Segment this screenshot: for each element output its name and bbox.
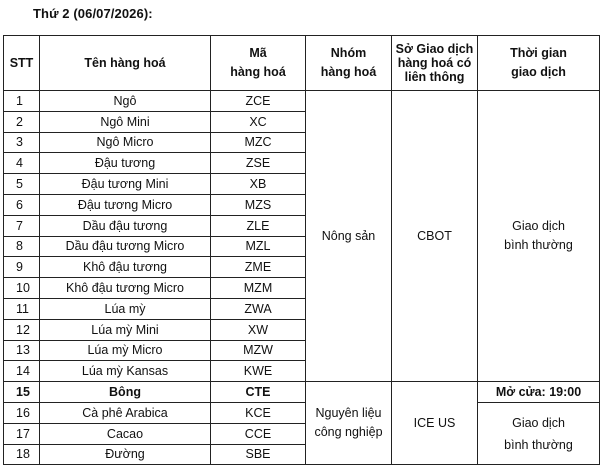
row-name: Dầu đậu tương [40,215,211,236]
row-name: Ngô [40,91,211,112]
row-code: MZW [211,340,306,361]
row-stt: 7 [4,215,40,236]
row-code: XC [211,111,306,132]
row-name: Đậu tương Mini [40,174,211,195]
row-stt: 1 [4,91,40,112]
header-code: Mã hàng hoá [211,36,306,91]
row-stt: 11 [4,298,40,319]
row-code: MZL [211,236,306,257]
row-name: Lúa mỳ Kansas [40,361,211,382]
row-name: Ngô Micro [40,132,211,153]
row-name: Đường [40,444,211,465]
row-stt: 17 [4,423,40,444]
row-stt: 4 [4,153,40,174]
row-stt: 12 [4,319,40,340]
header-stt: STT [4,36,40,91]
exchange-ice-us: ICE US [392,382,478,465]
row-name: Dầu đậu tương Micro [40,236,211,257]
row-stt: 2 [4,111,40,132]
row-name: Lúa mỳ [40,298,211,319]
row-stt: 18 [4,444,40,465]
group-agri: Nông sản [306,91,392,382]
row-stt: 10 [4,278,40,299]
row-code: MZC [211,132,306,153]
row-stt: 15 [4,382,40,403]
row-stt: 9 [4,257,40,278]
row-code: ZSE [211,153,306,174]
row-code: ZWA [211,298,306,319]
group-industrial: Nguyên liệu công nghiệp [306,382,392,465]
row-stt: 5 [4,174,40,195]
header-trading-time: Thời gian giao dịch [478,36,600,91]
row-name: Ngô Mini [40,111,211,132]
row-name: Lúa mỳ Mini [40,319,211,340]
time-normal-agri: Giao dịch bình thường [478,91,600,382]
time-normal-industrial: Giao dịch bình thường [478,402,600,464]
row-code: MZS [211,194,306,215]
row-code: CCE [211,423,306,444]
header-name: Tên hàng hoá [40,36,211,91]
row-stt: 16 [4,402,40,423]
row-code: KCE [211,402,306,423]
row-name: Lúa mỳ Micro [40,340,211,361]
table-row [4,91,600,112]
row-name: Đậu tương Micro [40,194,211,215]
row-code: CTE [211,382,306,403]
row-name: Bông [40,382,211,403]
row-name: Khô đậu tương [40,257,211,278]
row-code: ZCE [211,91,306,112]
row-code: SBE [211,444,306,465]
page-heading: Thứ 2 (06/07/2026): [33,6,153,21]
header-group: Nhóm hàng hoá [306,36,392,91]
row-name: Cacao [40,423,211,444]
header-exchange: Sở Giao dịch hàng hoá có liên thông [392,36,478,91]
table-row [4,402,600,423]
row-name: Khô đậu tương Micro [40,278,211,299]
table-header-row [4,36,600,91]
row-stt: 8 [4,236,40,257]
time-open: Mở cửa: 19:00 [478,382,600,403]
table-row-highlighted [4,382,600,403]
row-name: Cà phê Arabica [40,402,211,423]
row-code: XW [211,319,306,340]
row-stt: 13 [4,340,40,361]
trading-schedule-table [3,35,600,465]
row-stt: 6 [4,194,40,215]
row-code: ZLE [211,215,306,236]
row-stt: 3 [4,132,40,153]
row-code: XB [211,174,306,195]
row-name: Đậu tương [40,153,211,174]
row-code: ZME [211,257,306,278]
row-stt: 14 [4,361,40,382]
row-code: MZM [211,278,306,299]
exchange-cbot: CBOT [392,91,478,382]
row-code: KWE [211,361,306,382]
